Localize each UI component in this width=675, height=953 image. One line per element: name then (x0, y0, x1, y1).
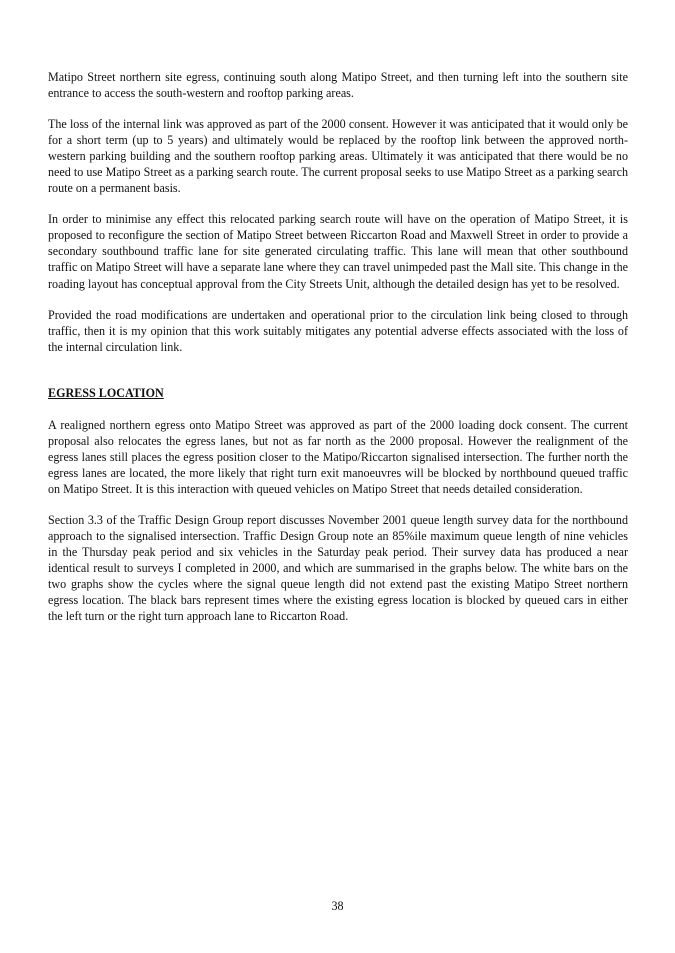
paragraph-realigned-egress: A realigned northern egress onto Matipo Street was approved as part of the 2000 loading dock consent. The current proposal also relocates the egress lanes, but not as far north as the 2000 proposal. However the realignment of the egress lanes still places the egress position closer to the Matipo/Riccarton signalised intersection. The further north the egress lanes are located, the more likely that right turn exit manoeuvres will be blocked by northbound queued traffic on Matipo Street. It is this interaction with queued vehicles on Matipo Street that needs detailed consideration. (48, 417, 628, 496)
document-page (48, 69, 628, 624)
page-number: 38 (331, 899, 344, 913)
paragraph-mitigation-opinion: Provided the road modifications are undertaken and operational prior to the circulation link being closed to through traffic, then it is my opinion that this work suitably mitigates any potential adverse effects associated with the loss of the internal circulation link. (48, 307, 628, 354)
paragraph-internal-link-loss: The loss of the internal link was approved as part of the 2000 consent. However it was anticipated that it would only be for a short term (up to 5 years) and ultimately would be replaced by the rooftop link between the approved north-western parking building and the southern rooftop parking areas. Ultimately it was anticipated that there would be no need to use Matipo Street as a parking search route. The current proposal seeks to use Matipo Street as a parking search route on a permanent basis. (48, 117, 628, 196)
section-heading-egress-location: EGRESS LOCATION (48, 385, 164, 400)
paragraph-matipo-reconfiguration: In order to minimise any effect this relocated parking search route will have on the operation of Matipo Street, it is proposed to reconfigure the section of Matipo Street between Riccarton Road and Maxwell Street in order to provide a secondary southbound traffic lane for site generated circulating traffic. This lane will mean that other southbound traffic on Matipo Street will have a separate lane where they can travel unimpeded past the Mall site. This change in the roading layout has conceptual approval from the City Streets Unit, although the detailed design has yet to be resolved. (48, 212, 628, 291)
paragraph-queue-length-survey: Section 3.3 of the Traffic Design Group report discusses November 2001 queue length survey data for the northbound approach to the signalised intersection. Traffic Design Group note an 85%ile maximum queue length of nine vehicles in the Thursday peak period and six vehicles in the Saturday peak period. Their survey data has produced a near identical result to surveys I completed in 2000, and which are summarised in the graphs below. The white bars on the two graphs show the cycles where the signal queue length did not extend past the existing Matipo Street northern egress location. The black bars represent times where the existing egress location is blocked by queued cars in either the left turn or the right turn approach lane to Riccarton Road. (48, 512, 628, 624)
paragraph-search-route-continuation: Matipo Street northern site egress, continuing south along Matipo Street, and then turning left into the southern site entrance to access the south-western and rooftop parking areas. (48, 70, 628, 101)
